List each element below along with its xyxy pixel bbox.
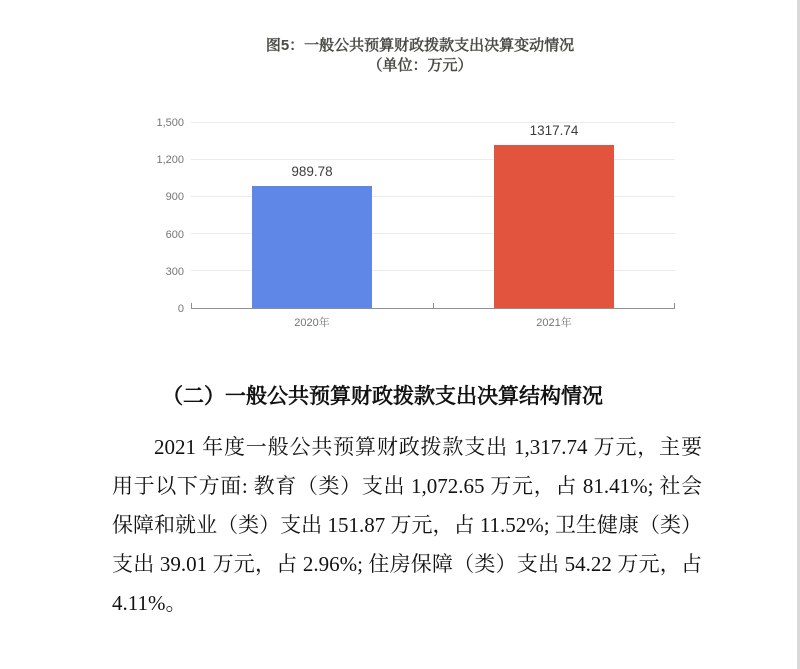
plot-area [191,123,675,309]
y-tick-label: 900 [165,191,184,204]
chart-subtitle: （单位：万元） [367,57,473,74]
y-tick-label: 600 [165,228,184,241]
y-tick-label: 1,500 [156,117,184,129]
bar-band [433,123,675,308]
x-axis [191,314,675,330]
x-tick-label: 2021年 [536,317,572,329]
bar-2020年 [252,186,372,308]
y-tick-label: 1,200 [156,154,184,167]
y-axis [120,117,184,315]
section-paragraph: 2021 年度一般公共预算财政拨款支出 1,317.74 万元，主要用于以下方面: 教育（类）支出 1,072.65 万元，占 81.41%; 社会保障和就业（类）支出 151.87 万元，占 11.52%; 卫生健康（类）支出 39.01 万元，占 2.96%; 住房保障（类）支出 54.22 万元，占 4.11%。 [112,435,702,615]
chart-title: 图5：一般公共预算财政拨款支出决算变动情况 [265,37,575,54]
y-tick-label: 300 [165,265,184,278]
chart-header [120,36,720,76]
y-tick-label: 0 [177,303,184,315]
bar-2021年 [494,145,614,308]
section-text-block [112,383,702,623]
section-heading: （二）一般公共预算财政拨款支出决算结构情况 [162,384,603,408]
x-tick-label: 2020年 [294,317,330,329]
bar-value-label: 989.78 [291,163,333,179]
bar-band [191,123,433,308]
bar-value-label: 1317.74 [529,123,579,139]
